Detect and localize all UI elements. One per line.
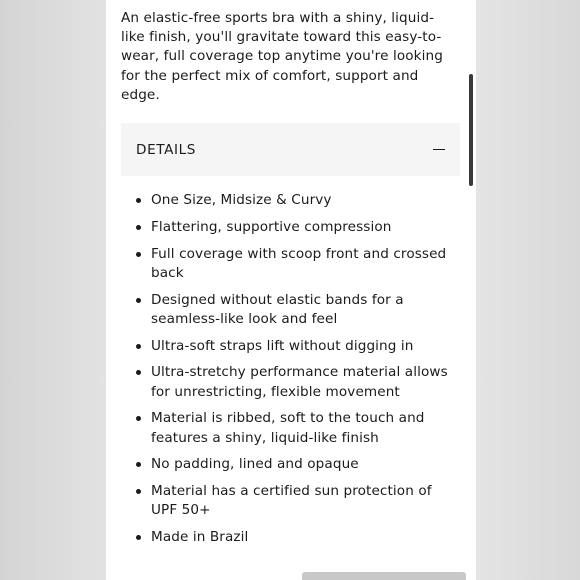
list-item: Material is ribbed, soft to the touch and features a shiny, liquid-like finish <box>121 409 451 447</box>
list-item: Designed without elastic bands for a seamless-like look and feel <box>121 291 451 329</box>
list-item: Flattering, supportive compression <box>121 218 451 237</box>
list-item: Ultra-soft straps lift without digging in <box>121 337 451 356</box>
list-item: Material has a certified sun protection of UPF 50+ <box>121 482 451 520</box>
bottom-overlay-bar <box>302 572 466 580</box>
left-margin <box>0 0 106 580</box>
right-margin <box>476 0 580 580</box>
list-item: No padding, lined and opaque <box>121 455 451 474</box>
scrollbar-thumb[interactable] <box>469 74 473 186</box>
list-item: Full coverage with scoop front and crossed back <box>121 245 451 283</box>
product-details-panel <box>106 0 476 580</box>
list-item: Ultra-stretchy performance material allows for unrestricting, flexible movement <box>121 363 451 401</box>
list-item: Made in Brazil <box>121 528 451 547</box>
details-title: DETAILS <box>136 141 197 158</box>
list-item: One Size, Midsize & Curvy <box>121 191 451 210</box>
details-list <box>121 191 451 555</box>
product-description: An elastic-free sports bra with a shiny, liquid-like finish, you'll gravitate toward this easy-to-wear, full coverage top anytime you're looking for the perfect mix of comfort, support and edge. <box>121 10 443 103</box>
details-accordion-header[interactable] <box>121 123 460 176</box>
minus-icon[interactable] <box>433 144 445 156</box>
